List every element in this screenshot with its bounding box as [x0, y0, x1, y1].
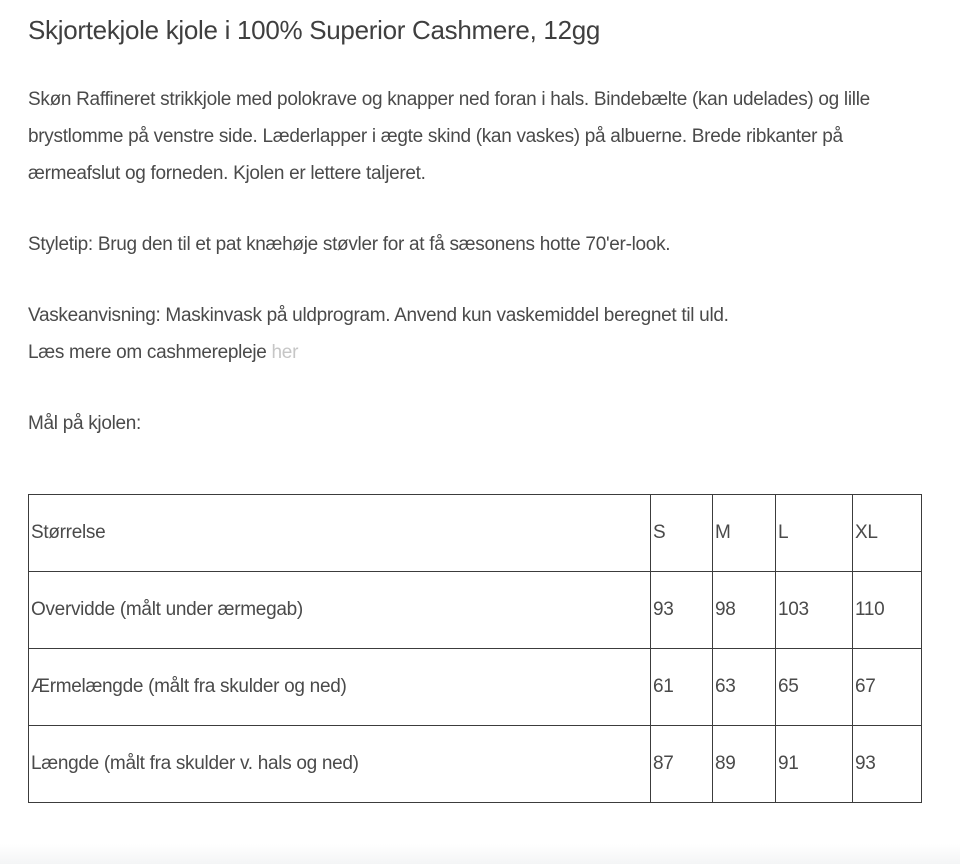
care-instructions-line1: Vaskeanvisning: Maskinvask på uldprogram. Anvend kun vaskemiddel beregnet til uld. [28, 305, 729, 326]
care-link[interactable]: her [271, 342, 299, 363]
measure-value: 89 [713, 726, 776, 803]
measure-value: 103 [776, 572, 853, 649]
product-description-page [0, 13, 960, 803]
size-table-header-l: L [776, 495, 853, 572]
size-table-header-xl: XL [853, 495, 922, 572]
measure-value: 98 [713, 572, 776, 649]
measure-value: 87 [651, 726, 713, 803]
size-table [28, 494, 922, 803]
measure-value: 93 [853, 726, 922, 803]
measure-value: 63 [713, 649, 776, 726]
table-row-aermelaengde [29, 649, 922, 726]
measure-value: 67 [853, 649, 922, 726]
product-description: Skøn Raffineret strikkjole med polokrave og knapper ned foran i hals. Bindebælte (kan udelades) og lille brystlomme på venstre side. Læderlapper i ægte skind (kan vaskes) på albuerne. Brede ribkanter på ærmeafslut og forneden. Kjolen er lettere taljeret. [28, 89, 870, 184]
measure-value: 93 [651, 572, 713, 649]
measure-label: Ærmelængde (målt fra skulder og ned) [29, 649, 651, 726]
size-table-header-m: M [713, 495, 776, 572]
bottom-fade [0, 844, 960, 864]
size-table-header-s: S [651, 495, 713, 572]
size-table-intro: Mål på kjolen: [28, 413, 142, 434]
measure-value: 110 [853, 572, 922, 649]
measure-value: 91 [776, 726, 853, 803]
size-table-header-size: Størrelse [29, 495, 651, 572]
table-row-laengde [29, 726, 922, 803]
care-instructions [28, 297, 914, 371]
measure-label: Overvidde (målt under ærmegab) [29, 572, 651, 649]
care-instructions-line2: Læs mere om cashmerepleje [28, 342, 267, 363]
table-row-overvidde [29, 572, 922, 649]
styletip-text: Styletip: Brug den til et pat knæhøje støvler for at få sæsonens hotte 70'er-look. [28, 234, 671, 255]
page-title: Skjortekjole kjole i 100% Superior Cashmere, 12gg [28, 15, 601, 45]
measure-value: 65 [776, 649, 853, 726]
measure-value: 61 [651, 649, 713, 726]
size-table-header-row [29, 495, 922, 572]
measure-label: Længde (målt fra skulder v. hals og ned) [29, 726, 651, 803]
